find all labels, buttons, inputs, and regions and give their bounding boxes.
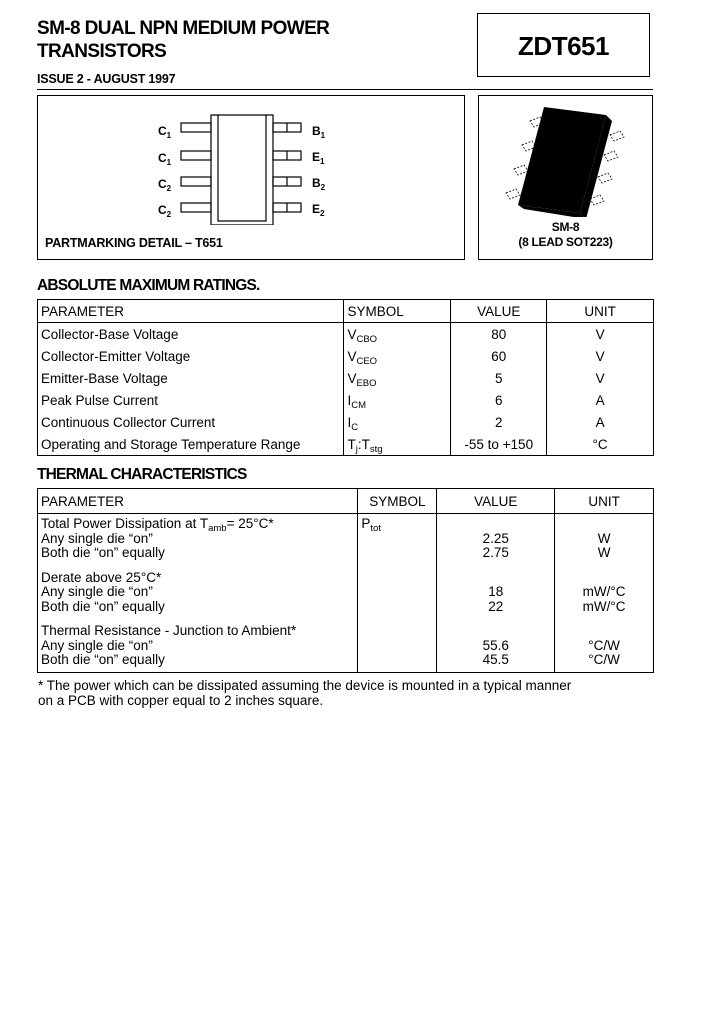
package-name: SM-8: [551, 220, 580, 234]
pin-label-left-1: $C_1$: [157, 123, 171, 140]
symbol-cell: $V_{EBO}$: [344, 367, 451, 389]
parameter-cell: Operating and Storage Temperature Range: [41, 436, 301, 452]
lead-right-4: [273, 203, 301, 212]
header-unit: UNIT: [547, 300, 654, 323]
package-illustration: [478, 95, 653, 217]
value-cell: 5: [451, 367, 547, 389]
table-row: [38, 433, 654, 456]
parameter-cell: Collector-Emitter Voltage: [41, 348, 191, 364]
header-unit: UNIT: [555, 489, 654, 514]
footnote-line-2: on a PCB with copper equal to 2 inches square.: [38, 693, 324, 708]
thermal-heading: THERMAL CHARACTERISTICS: [37, 466, 247, 483]
lead-right-1: [273, 123, 301, 132]
value-cell: [437, 514, 555, 673]
group-power-dissipation: [41, 517, 357, 561]
part-number: ZDT651: [518, 31, 609, 61]
unit-line: mW/°C: [582, 584, 626, 599]
table-row: [38, 367, 654, 389]
pin-label-right-4: $E_2$: [311, 201, 324, 218]
pin-label-right-2: $E_1$: [311, 149, 324, 166]
abs-max-heading: ABSOLUTE MAXIMUM RATINGS.: [37, 277, 260, 294]
group-derate: [41, 571, 357, 615]
thermal-footnote: [38, 678, 658, 708]
unit-cell: V: [547, 345, 654, 367]
document-title: [37, 17, 329, 63]
symbol-cell: $I_{CM}$: [344, 389, 451, 411]
header-divider: [37, 89, 653, 90]
header-symbol: SYMBOL: [344, 300, 451, 323]
package-box: [478, 95, 653, 260]
unit-line: W: [597, 530, 611, 546]
unit-cell: [555, 514, 654, 673]
group-line: Any single die “on”: [41, 584, 153, 599]
header-parameter: PARAMETER: [38, 300, 344, 323]
unit-cell: V: [547, 323, 654, 346]
group-title: Thermal Resistance - Junction to Ambient*: [41, 623, 297, 638]
pinout-box: [37, 95, 465, 260]
lead-left-3: [181, 177, 211, 186]
group-line: Any single die “on”: [41, 637, 153, 653]
abs-max-table: [37, 299, 654, 456]
group-line: Both die “on” equally: [41, 545, 165, 560]
header-parameter: PARAMETER: [38, 489, 358, 514]
symbol-cell: $I_C$: [344, 411, 451, 433]
value-cell: -55 to +150: [451, 433, 547, 456]
parameter-cell: Peak Pulse Current: [41, 392, 159, 408]
group-line: Both die “on” equally: [41, 652, 165, 667]
header-value: VALUE: [451, 300, 547, 323]
parameter-cell: Emitter-Base Voltage: [41, 370, 168, 386]
table-row: [38, 411, 654, 433]
group-line: Any single die “on”: [41, 530, 153, 546]
unit-cell: V: [547, 367, 654, 389]
value-cell: 6: [451, 389, 547, 411]
value-line: 18: [488, 584, 504, 599]
value-line: 45.5: [482, 652, 509, 667]
package-description: (8 LEAD SOT223): [518, 235, 613, 249]
unit-line: W: [597, 545, 611, 560]
lead-left-4: [181, 203, 211, 212]
unit-cell: °C: [547, 433, 654, 456]
group-line: Both die “on” equally: [41, 598, 165, 614]
lead-right-2: [273, 151, 301, 160]
value-cell: 60: [451, 345, 547, 367]
value-cell: 80: [451, 323, 547, 346]
pin-label-right-3: $B_2$: [311, 175, 325, 192]
unit-cell: A: [547, 389, 654, 411]
group-thermal-resistance: [41, 624, 357, 668]
unit-line: mW/°C: [582, 598, 626, 614]
table-row: [38, 514, 654, 673]
unit-line: °C/W: [588, 637, 620, 653]
package-caption: [479, 220, 652, 250]
unit-cell: A: [547, 411, 654, 433]
unit-line: °C/W: [588, 652, 620, 667]
chip-body-inner: [218, 115, 266, 221]
parameter-cell: [38, 514, 358, 673]
symbol-cell: $T_j:T_{stg}$: [344, 433, 451, 456]
lead-right-3: [273, 177, 301, 186]
symbol-cell: $P_{tot}$: [358, 514, 437, 673]
thermal-table: [37, 488, 654, 673]
chip-body: [211, 115, 273, 225]
table-row: [38, 389, 654, 411]
group-title: Total Power Dissipation at $T_{amb}= 25^\circ C*$: [41, 516, 274, 534]
title-line-2: TRANSISTORS: [37, 41, 167, 62]
issue-date: ISSUE 2 - AUGUST 1997: [37, 72, 176, 86]
pin-label-right-1: $B_1$: [311, 123, 325, 140]
lead-left-1: [181, 123, 211, 132]
table-row: [38, 345, 654, 367]
symbol-cell: $V_{CEO}$: [344, 345, 451, 367]
value-line: 2.25: [482, 530, 509, 546]
part-number-box: [477, 13, 650, 77]
group-title: Derate above 25°C*: [41, 569, 162, 585]
value-line: 55.6: [482, 637, 509, 653]
pin-label-left-2: $C_1$: [157, 150, 171, 167]
header-value: VALUE: [437, 489, 555, 514]
parameter-cell: Collector-Base Voltage: [41, 326, 179, 342]
pinout-diagram: [37, 95, 465, 225]
value-cell: 2: [451, 411, 547, 433]
pin-label-left-4: $C_2$: [157, 202, 171, 219]
partmarking-detail: PARTMARKING DETAIL – T651: [45, 236, 223, 250]
pin-label-left-3: $C_2$: [157, 176, 171, 193]
parameter-cell: Continuous Collector Current: [41, 414, 216, 430]
table-header-row: [38, 300, 654, 323]
table-row: [38, 323, 654, 346]
value-line: 2.75: [482, 545, 509, 560]
lead-left-2: [181, 151, 211, 160]
header-symbol: SYMBOL: [358, 489, 437, 514]
footnote-line-1: * The power which can be dissipated assuming the device is mounted in a typical manner: [38, 678, 572, 693]
value-line: 22: [488, 598, 504, 614]
title-line-1: SM-8 DUAL NPN MEDIUM POWER: [37, 18, 330, 39]
symbol-cell: $V_{CBO}$: [344, 323, 451, 346]
table-header-row: [38, 489, 654, 514]
package-body: [518, 107, 606, 213]
